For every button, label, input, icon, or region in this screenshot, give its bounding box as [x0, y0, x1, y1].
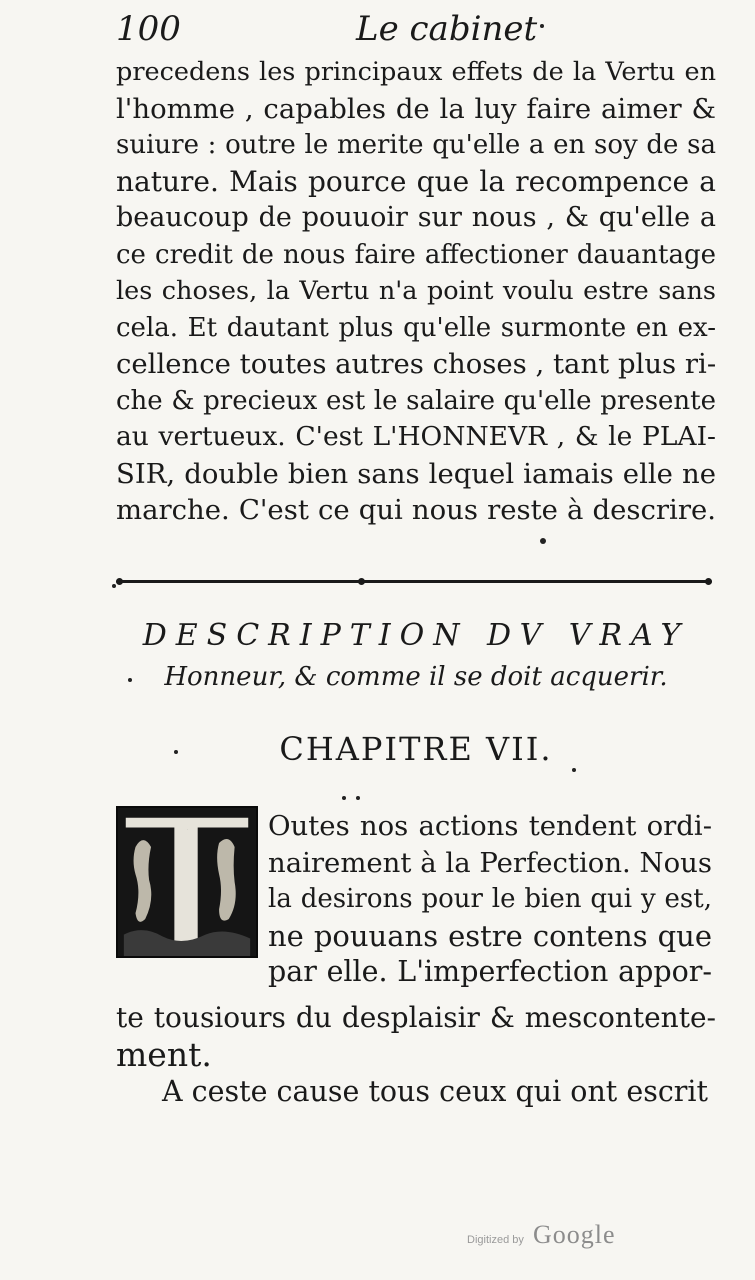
- chapter-heading: CHAPITRE VII.: [279, 730, 553, 768]
- passage-1: [116, 54, 716, 529]
- text-line: ment.: [116, 1034, 212, 1074]
- text-line: nairement à la Perfection. Nous: [268, 846, 712, 879]
- text-line: la desirons pour le bien qui y est,: [268, 884, 712, 914]
- text-line: SIR, double bien sans lequel iamais elle ne: [116, 457, 716, 490]
- passage-4: [162, 1074, 708, 1111]
- text-line: ne pouuans estre contens que: [268, 918, 712, 953]
- passage-2: [268, 808, 712, 991]
- text-line: precedens les principaux effets de la Vertu en: [116, 57, 716, 87]
- text-line: ce credit de nous faire affectioner dauantage: [116, 239, 716, 270]
- section-divider-rule: [116, 578, 712, 584]
- text-line: l'homme , capables de la luy faire aimer &: [116, 92, 716, 125]
- text-line: par elle. L'imperfection appor-: [268, 955, 712, 988]
- drop-cap-letter: T: [187, 829, 188, 831]
- text-line: les choses, la Vertu n'a point voulu estre sans: [116, 276, 716, 306]
- text-line: che & precieux est le salaire qu'elle presente: [116, 385, 716, 416]
- text-line: beaucoup de pouuoir sur nous , & qu'elle a: [116, 202, 716, 233]
- google-logo: Google: [532, 1220, 616, 1249]
- text-line: A ceste cause tous ceux qui ont escrit: [162, 1075, 708, 1108]
- digitization-watermark: [467, 1220, 616, 1250]
- running-head: Le cabinet: [356, 9, 538, 49]
- text-line: cellence toutes autres choses , tant plus ri-: [116, 348, 717, 380]
- text-line: au vertueux. C'est L'HONNEVR , & le PLAI-: [116, 421, 716, 452]
- drop-cap-initial: [116, 806, 258, 958]
- text-line: cela. Et dautant plus qu'elle surmonte en ex-: [116, 312, 716, 343]
- text-line: nature. Mais pource que la recompence a: [116, 164, 716, 198]
- text-line: suiure : outre le merite qu'elle a en soy de sa: [116, 130, 716, 160]
- watermark-prefix: Digitized by: [467, 1234, 524, 1246]
- text-line: te tousiours du desplaisir & mescontente-: [116, 1001, 716, 1034]
- text-line: Outes nos actions tendent ordi-: [268, 810, 712, 842]
- text-line: marche. C'est ce qui nous reste à descrire.: [116, 494, 716, 526]
- section-subtitle: Honneur, & comme il se doit acquerir.: [164, 662, 668, 692]
- page-number: 100: [116, 9, 181, 49]
- passage-3: [116, 1000, 716, 1073]
- page-header: [116, 8, 716, 50]
- section-title: DESCRIPTION DV VRAY: [142, 618, 690, 653]
